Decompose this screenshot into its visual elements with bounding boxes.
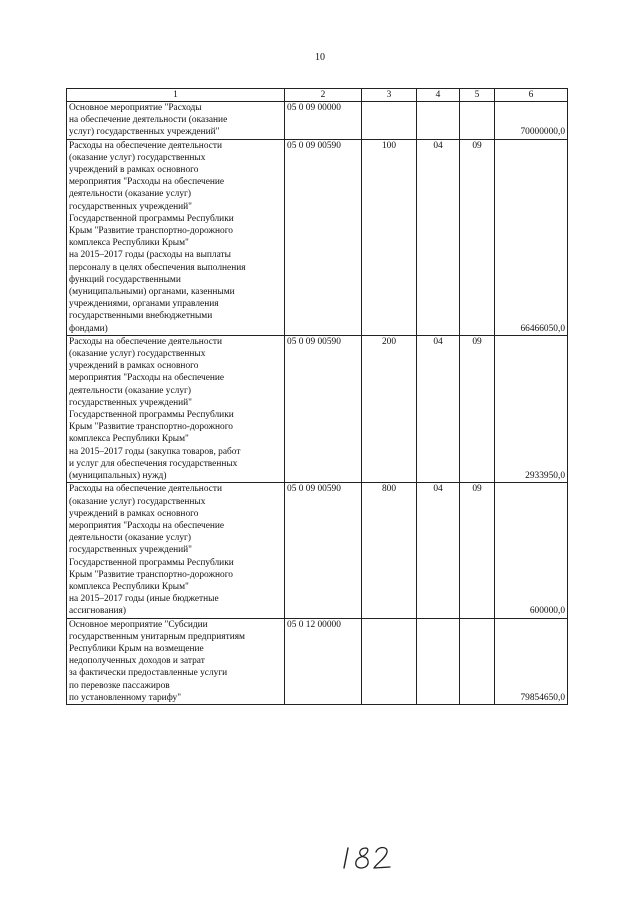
row-col3: 200 <box>362 335 417 482</box>
row-name: Основное мероприятие "Субсидии государственным унитарным предприятиям Республики Крым на возмещение недополученных доходов и затрат за фактически предоставленные услуги по перевозке пассажиров по установленному тарифу" <box>67 618 285 704</box>
row-col3 <box>362 102 417 140</box>
row-col4: 04 <box>417 139 460 335</box>
row-code: 05 0 09 00000 <box>285 102 362 140</box>
table-row <box>67 102 568 140</box>
table-row <box>67 139 568 335</box>
column-header: 6 <box>495 89 568 102</box>
row-col5 <box>460 618 495 704</box>
row-code: 05 0 09 00590 <box>285 335 362 482</box>
row-col5: 09 <box>460 139 495 335</box>
table-row <box>67 618 568 704</box>
budget-table <box>66 88 568 705</box>
row-col3: 100 <box>362 139 417 335</box>
row-col5: 09 <box>460 335 495 482</box>
row-col4 <box>417 618 460 704</box>
row-amount: 2933950,0 <box>495 335 568 482</box>
column-header: 1 <box>67 89 285 102</box>
row-code: 05 0 09 00590 <box>285 483 362 618</box>
row-col5 <box>460 102 495 140</box>
row-amount: 70000000,0 <box>495 102 568 140</box>
row-col3 <box>362 618 417 704</box>
row-amount: 600000,0 <box>495 483 568 618</box>
column-header: 4 <box>417 89 460 102</box>
table-header-row <box>67 89 568 102</box>
row-name: Расходы на обеспечение деятельности (оказание услуг) государственных учреждений в рамках основного мероприятия "Расходы на обеспечение деятельности (оказание услуг) государственных учреждений" Государственной программы Республики Крым "Развитие транспортно-дорожного комплекса Республики Крым" на 2015–2017 годы (расходы на выплаты персоналу в целях обеспечения выполнения функций государственными (муниципальными) органами, казенными учреждениями, органами управления государственными внебюджетными фондами) <box>67 139 285 335</box>
row-amount: 79854650,0 <box>495 618 568 704</box>
column-header: 5 <box>460 89 495 102</box>
row-code: 05 0 09 00590 <box>285 139 362 335</box>
row-col4 <box>417 102 460 140</box>
row-name: Расходы на обеспечение деятельности (оказание услуг) государственных учреждений в рамках основного мероприятия "Расходы на обеспечение деятельности (оказание услуг) государственных учреждений" Государственной программы Республики Крым "Развитие транспортно-дорожного комплекса Республики Крым" на 2015–2017 годы (закупка товаров, работ и услуг для обеспечения государственных (муниципальных) нужд) <box>67 335 285 482</box>
handwritten-signature <box>340 838 400 872</box>
row-name: Расходы на обеспечение деятельности (оказание услуг) государственных учреждений в рамках основного мероприятия "Расходы на обеспечение деятельности (оказание услуг) государственных учреждений" Государственной программы Республики Крым "Развитие транспортно-дорожного комплекса Республики Крым" на 2015–2017 годы (иные бюджетные ассигнования) <box>67 483 285 618</box>
table-row <box>67 335 568 482</box>
column-header: 2 <box>285 89 362 102</box>
row-col4: 04 <box>417 483 460 618</box>
table-row <box>67 483 568 618</box>
row-col5: 09 <box>460 483 495 618</box>
row-amount: 66466050,0 <box>495 139 568 335</box>
page-number: 10 <box>315 52 325 63</box>
row-col3: 800 <box>362 483 417 618</box>
row-name: Основное мероприятие "Расходы на обеспечение деятельности (оказание услуг) государственных учреждений" <box>67 102 285 140</box>
row-code: 05 0 12 00000 <box>285 618 362 704</box>
row-col4: 04 <box>417 335 460 482</box>
column-header: 3 <box>362 89 417 102</box>
